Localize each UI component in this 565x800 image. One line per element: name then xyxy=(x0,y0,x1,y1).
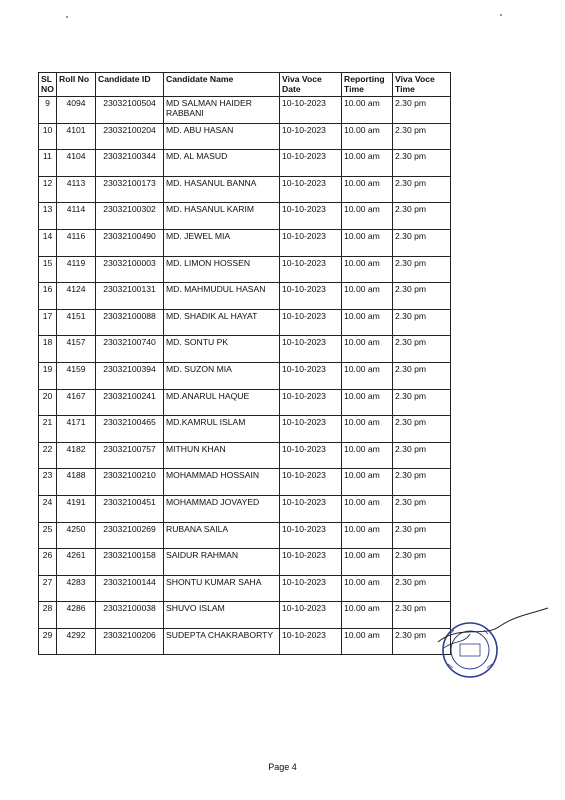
table-row xyxy=(39,522,451,549)
candidate-id-cell: 23032100465 xyxy=(96,416,164,443)
viva-date-cell: 10-10-2023 xyxy=(280,389,342,416)
sl-no-cell: 25 xyxy=(39,522,57,549)
roll-no-cell: 4191 xyxy=(57,495,96,522)
table-row xyxy=(39,283,451,310)
candidate-id-cell: 23032100241 xyxy=(96,389,164,416)
page-number: Page 4 xyxy=(268,762,297,772)
candidate-name-cell: MD. SONTU PK xyxy=(164,336,280,363)
viva-date-cell: 10-10-2023 xyxy=(280,229,342,256)
column-header-text: NO xyxy=(41,84,54,94)
column-header xyxy=(57,73,96,97)
viva-date-cell: 10-10-2023 xyxy=(280,176,342,203)
reporting-time-cell: 10.00 am xyxy=(342,176,393,203)
viva-time-cell: 2.30 pm xyxy=(393,522,451,549)
roll-no-cell: 4250 xyxy=(57,522,96,549)
viva-time-cell: 2.30 pm xyxy=(393,575,451,602)
reporting-time-cell: 10.00 am xyxy=(342,522,393,549)
viva-date-cell: 10-10-2023 xyxy=(280,203,342,230)
candidate-id-cell: 23032100206 xyxy=(96,628,164,655)
sl-no-cell: 17 xyxy=(39,309,57,336)
viva-date-cell: 10-10-2023 xyxy=(280,362,342,389)
table-row xyxy=(39,336,451,363)
viva-time-cell: 2.30 pm xyxy=(393,442,451,469)
viva-time-cell: 2.30 pm xyxy=(393,362,451,389)
sl-no-cell: 15 xyxy=(39,256,57,283)
candidate-id-cell: 23032100131 xyxy=(96,283,164,310)
roll-no-cell: 4188 xyxy=(57,469,96,496)
viva-date-cell: 10-10-2023 xyxy=(280,336,342,363)
viva-time-cell: 2.30 pm xyxy=(393,495,451,522)
sl-no-cell: 20 xyxy=(39,389,57,416)
candidate-id-cell: 23032100451 xyxy=(96,495,164,522)
candidate-name-cell: MD.KAMRUL ISLAM xyxy=(164,416,280,443)
column-header-text: Roll No xyxy=(59,74,90,84)
reporting-time-cell: 10.00 am xyxy=(342,97,393,124)
viva-date-cell: 10-10-2023 xyxy=(280,309,342,336)
reporting-time-cell: 10.00 am xyxy=(342,336,393,363)
viva-date-cell: 10-10-2023 xyxy=(280,256,342,283)
roll-no-cell: 4101 xyxy=(57,123,96,150)
table-row xyxy=(39,389,451,416)
viva-time-cell: 2.30 pm xyxy=(393,628,451,655)
roll-no-cell: 4159 xyxy=(57,362,96,389)
candidate-name-cell: SHONTU KUMAR SAHA xyxy=(164,575,280,602)
sl-no-cell: 12 xyxy=(39,176,57,203)
candidate-name-cell: SHUVO ISLAM xyxy=(164,602,280,629)
sl-no-cell: 29 xyxy=(39,628,57,655)
reporting-time-cell: 10.00 am xyxy=(342,123,393,150)
roll-no-cell: 4094 xyxy=(57,97,96,124)
table-row xyxy=(39,602,451,629)
roll-no-cell: 4292 xyxy=(57,628,96,655)
table-row xyxy=(39,309,451,336)
viva-time-cell: 2.30 pm xyxy=(393,336,451,363)
column-header xyxy=(39,73,57,97)
candidate-id-cell: 23032100003 xyxy=(96,256,164,283)
sl-no-cell: 11 xyxy=(39,150,57,177)
candidate-name-cell: MD. AL MASUD xyxy=(164,150,280,177)
viva-date-cell: 10-10-2023 xyxy=(280,123,342,150)
reporting-time-cell: 10.00 am xyxy=(342,549,393,576)
viva-time-cell: 2.30 pm xyxy=(393,229,451,256)
viva-date-cell: 10-10-2023 xyxy=(280,495,342,522)
candidate-name-cell: MD. MAHMUDUL HASAN xyxy=(164,283,280,310)
table-row xyxy=(39,416,451,443)
viva-time-cell: 2.30 pm xyxy=(393,203,451,230)
viva-time-cell: 2.30 pm xyxy=(393,469,451,496)
viva-date-cell: 10-10-2023 xyxy=(280,602,342,629)
roll-no-cell: 4114 xyxy=(57,203,96,230)
sl-no-cell: 26 xyxy=(39,549,57,576)
sl-no-cell: 27 xyxy=(39,575,57,602)
roll-no-cell: 4113 xyxy=(57,176,96,203)
roll-no-cell: 4151 xyxy=(57,309,96,336)
reporting-time-cell: 10.00 am xyxy=(342,469,393,496)
viva-time-cell: 2.30 pm xyxy=(393,416,451,443)
reporting-time-cell: 10.00 am xyxy=(342,309,393,336)
candidate-id-cell: 23032100302 xyxy=(96,203,164,230)
column-header-text: Reporting xyxy=(344,74,385,84)
candidate-id-cell: 23032100269 xyxy=(96,522,164,549)
column-header-text: Viva Voce xyxy=(282,74,322,84)
viva-time-cell: 2.30 pm xyxy=(393,389,451,416)
column-header-text: Time xyxy=(395,84,415,94)
candidate-id-cell: 23032100757 xyxy=(96,442,164,469)
column-header xyxy=(280,73,342,97)
viva-date-cell: 10-10-2023 xyxy=(280,442,342,469)
viva-date-cell: 10-10-2023 xyxy=(280,150,342,177)
column-header xyxy=(342,73,393,97)
table-row xyxy=(39,229,451,256)
sl-no-cell: 9 xyxy=(39,97,57,124)
candidate-id-cell: 23032100173 xyxy=(96,176,164,203)
sl-no-cell: 24 xyxy=(39,495,57,522)
candidate-name-cell: MD. LIMON HOSSEN xyxy=(164,256,280,283)
roll-no-cell: 4261 xyxy=(57,549,96,576)
candidate-name-cell: MD. HASANUL BANNA xyxy=(164,176,280,203)
viva-date-cell: 10-10-2023 xyxy=(280,469,342,496)
reporting-time-cell: 10.00 am xyxy=(342,283,393,310)
candidate-id-cell: 23032100144 xyxy=(96,575,164,602)
roll-no-cell: 4167 xyxy=(57,389,96,416)
reporting-time-cell: 10.00 am xyxy=(342,495,393,522)
table-row xyxy=(39,150,451,177)
viva-time-cell: 2.30 pm xyxy=(393,309,451,336)
reporting-time-cell: 10.00 am xyxy=(342,256,393,283)
roll-no-cell: 4171 xyxy=(57,416,96,443)
candidate-id-cell: 23032100088 xyxy=(96,309,164,336)
sl-no-cell: 22 xyxy=(39,442,57,469)
column-header xyxy=(164,73,280,97)
candidate-name-cell: MD. JEWEL MIA xyxy=(164,229,280,256)
table-row xyxy=(39,362,451,389)
viva-time-cell: 2.30 pm xyxy=(393,97,451,124)
candidate-name-cell: MD SALMAN HAIDER RABBANI xyxy=(164,97,280,124)
column-header-text: Time xyxy=(344,84,364,94)
viva-time-cell: 2.30 pm xyxy=(393,602,451,629)
scan-speck xyxy=(500,14,502,16)
sl-no-cell: 10 xyxy=(39,123,57,150)
sl-no-cell: 19 xyxy=(39,362,57,389)
viva-date-cell: 10-10-2023 xyxy=(280,522,342,549)
table-row xyxy=(39,575,451,602)
reporting-time-cell: 10.00 am xyxy=(342,442,393,469)
reporting-time-cell: 10.00 am xyxy=(342,203,393,230)
roll-no-cell: 4157 xyxy=(57,336,96,363)
candidate-id-cell: 23032100344 xyxy=(96,150,164,177)
candidate-name-cell: MD. SUZON MIA xyxy=(164,362,280,389)
table-row xyxy=(39,469,451,496)
column-header-text: Candidate Name xyxy=(166,74,234,84)
official-seal-icon xyxy=(430,604,550,694)
candidate-id-cell: 23032100210 xyxy=(96,469,164,496)
viva-date-cell: 10-10-2023 xyxy=(280,628,342,655)
table-header-row xyxy=(39,73,451,97)
reporting-time-cell: 10.00 am xyxy=(342,389,393,416)
column-header-text: SL xyxy=(41,74,52,84)
viva-date-cell: 10-10-2023 xyxy=(280,97,342,124)
viva-time-cell: 2.30 pm xyxy=(393,150,451,177)
viva-date-cell: 10-10-2023 xyxy=(280,549,342,576)
viva-time-cell: 2.30 pm xyxy=(393,176,451,203)
column-header xyxy=(96,73,164,97)
reporting-time-cell: 10.00 am xyxy=(342,602,393,629)
reporting-time-cell: 10.00 am xyxy=(342,229,393,256)
candidate-name-cell: SUDEPTA CHAKRABORTY xyxy=(164,628,280,655)
viva-time-cell: 2.30 pm xyxy=(393,283,451,310)
candidate-name-cell: MD.ANARUL HAQUE xyxy=(164,389,280,416)
reporting-time-cell: 10.00 am xyxy=(342,628,393,655)
roll-no-cell: 4104 xyxy=(57,150,96,177)
candidate-id-cell: 23032100394 xyxy=(96,362,164,389)
candidate-name-cell: MOHAMMAD JOVAYED xyxy=(164,495,280,522)
viva-date-cell: 10-10-2023 xyxy=(280,575,342,602)
roll-no-cell: 4182 xyxy=(57,442,96,469)
candidate-id-cell: 23032100158 xyxy=(96,549,164,576)
sl-no-cell: 21 xyxy=(39,416,57,443)
sl-no-cell: 23 xyxy=(39,469,57,496)
table-row xyxy=(39,203,451,230)
scan-speck xyxy=(66,16,68,18)
table-row xyxy=(39,549,451,576)
roll-no-cell: 4124 xyxy=(57,283,96,310)
column-header-text: Viva Voce xyxy=(395,74,435,84)
roll-no-cell: 4116 xyxy=(57,229,96,256)
roll-no-cell: 4119 xyxy=(57,256,96,283)
candidate-name-cell: RUBANA SAILA xyxy=(164,522,280,549)
candidate-name-cell: MD. SHADIK AL HAYAT xyxy=(164,309,280,336)
candidate-id-cell: 23032100504 xyxy=(96,97,164,124)
reporting-time-cell: 10.00 am xyxy=(342,150,393,177)
candidate-name-cell: MOHAMMAD HOSSAIN xyxy=(164,469,280,496)
table-row xyxy=(39,97,451,124)
candidate-name-cell: SAIDUR RAHMAN xyxy=(164,549,280,576)
column-header xyxy=(393,73,451,97)
candidate-id-cell: 23032100740 xyxy=(96,336,164,363)
roll-no-cell: 4286 xyxy=(57,602,96,629)
sl-no-cell: 13 xyxy=(39,203,57,230)
table-row xyxy=(39,176,451,203)
candidate-name-cell: MITHUN KHAN xyxy=(164,442,280,469)
reporting-time-cell: 10.00 am xyxy=(342,362,393,389)
viva-date-cell: 10-10-2023 xyxy=(280,283,342,310)
table-row xyxy=(39,628,451,655)
candidate-id-cell: 23032100204 xyxy=(96,123,164,150)
viva-date-cell: 10-10-2023 xyxy=(280,416,342,443)
sl-no-cell: 28 xyxy=(39,602,57,629)
table-row xyxy=(39,256,451,283)
candidate-name-cell: MD. ABU HASAN xyxy=(164,123,280,150)
sl-no-cell: 16 xyxy=(39,283,57,310)
reporting-time-cell: 10.00 am xyxy=(342,575,393,602)
table-body xyxy=(39,97,451,655)
roll-no-cell: 4283 xyxy=(57,575,96,602)
sl-no-cell: 18 xyxy=(39,336,57,363)
candidate-id-cell: 23032100038 xyxy=(96,602,164,629)
viva-schedule-table xyxy=(38,72,451,655)
column-header-text: Candidate ID xyxy=(98,74,151,84)
reporting-time-cell: 10.00 am xyxy=(342,416,393,443)
table-row xyxy=(39,123,451,150)
viva-time-cell: 2.30 pm xyxy=(393,256,451,283)
candidate-id-cell: 23032100490 xyxy=(96,229,164,256)
sl-no-cell: 14 xyxy=(39,229,57,256)
table-row xyxy=(39,495,451,522)
viva-time-cell: 2.30 pm xyxy=(393,549,451,576)
column-header-text: Date xyxy=(282,84,301,94)
table-row xyxy=(39,442,451,469)
viva-time-cell: 2.30 pm xyxy=(393,123,451,150)
candidate-name-cell: MD. HASANUL KARIM xyxy=(164,203,280,230)
